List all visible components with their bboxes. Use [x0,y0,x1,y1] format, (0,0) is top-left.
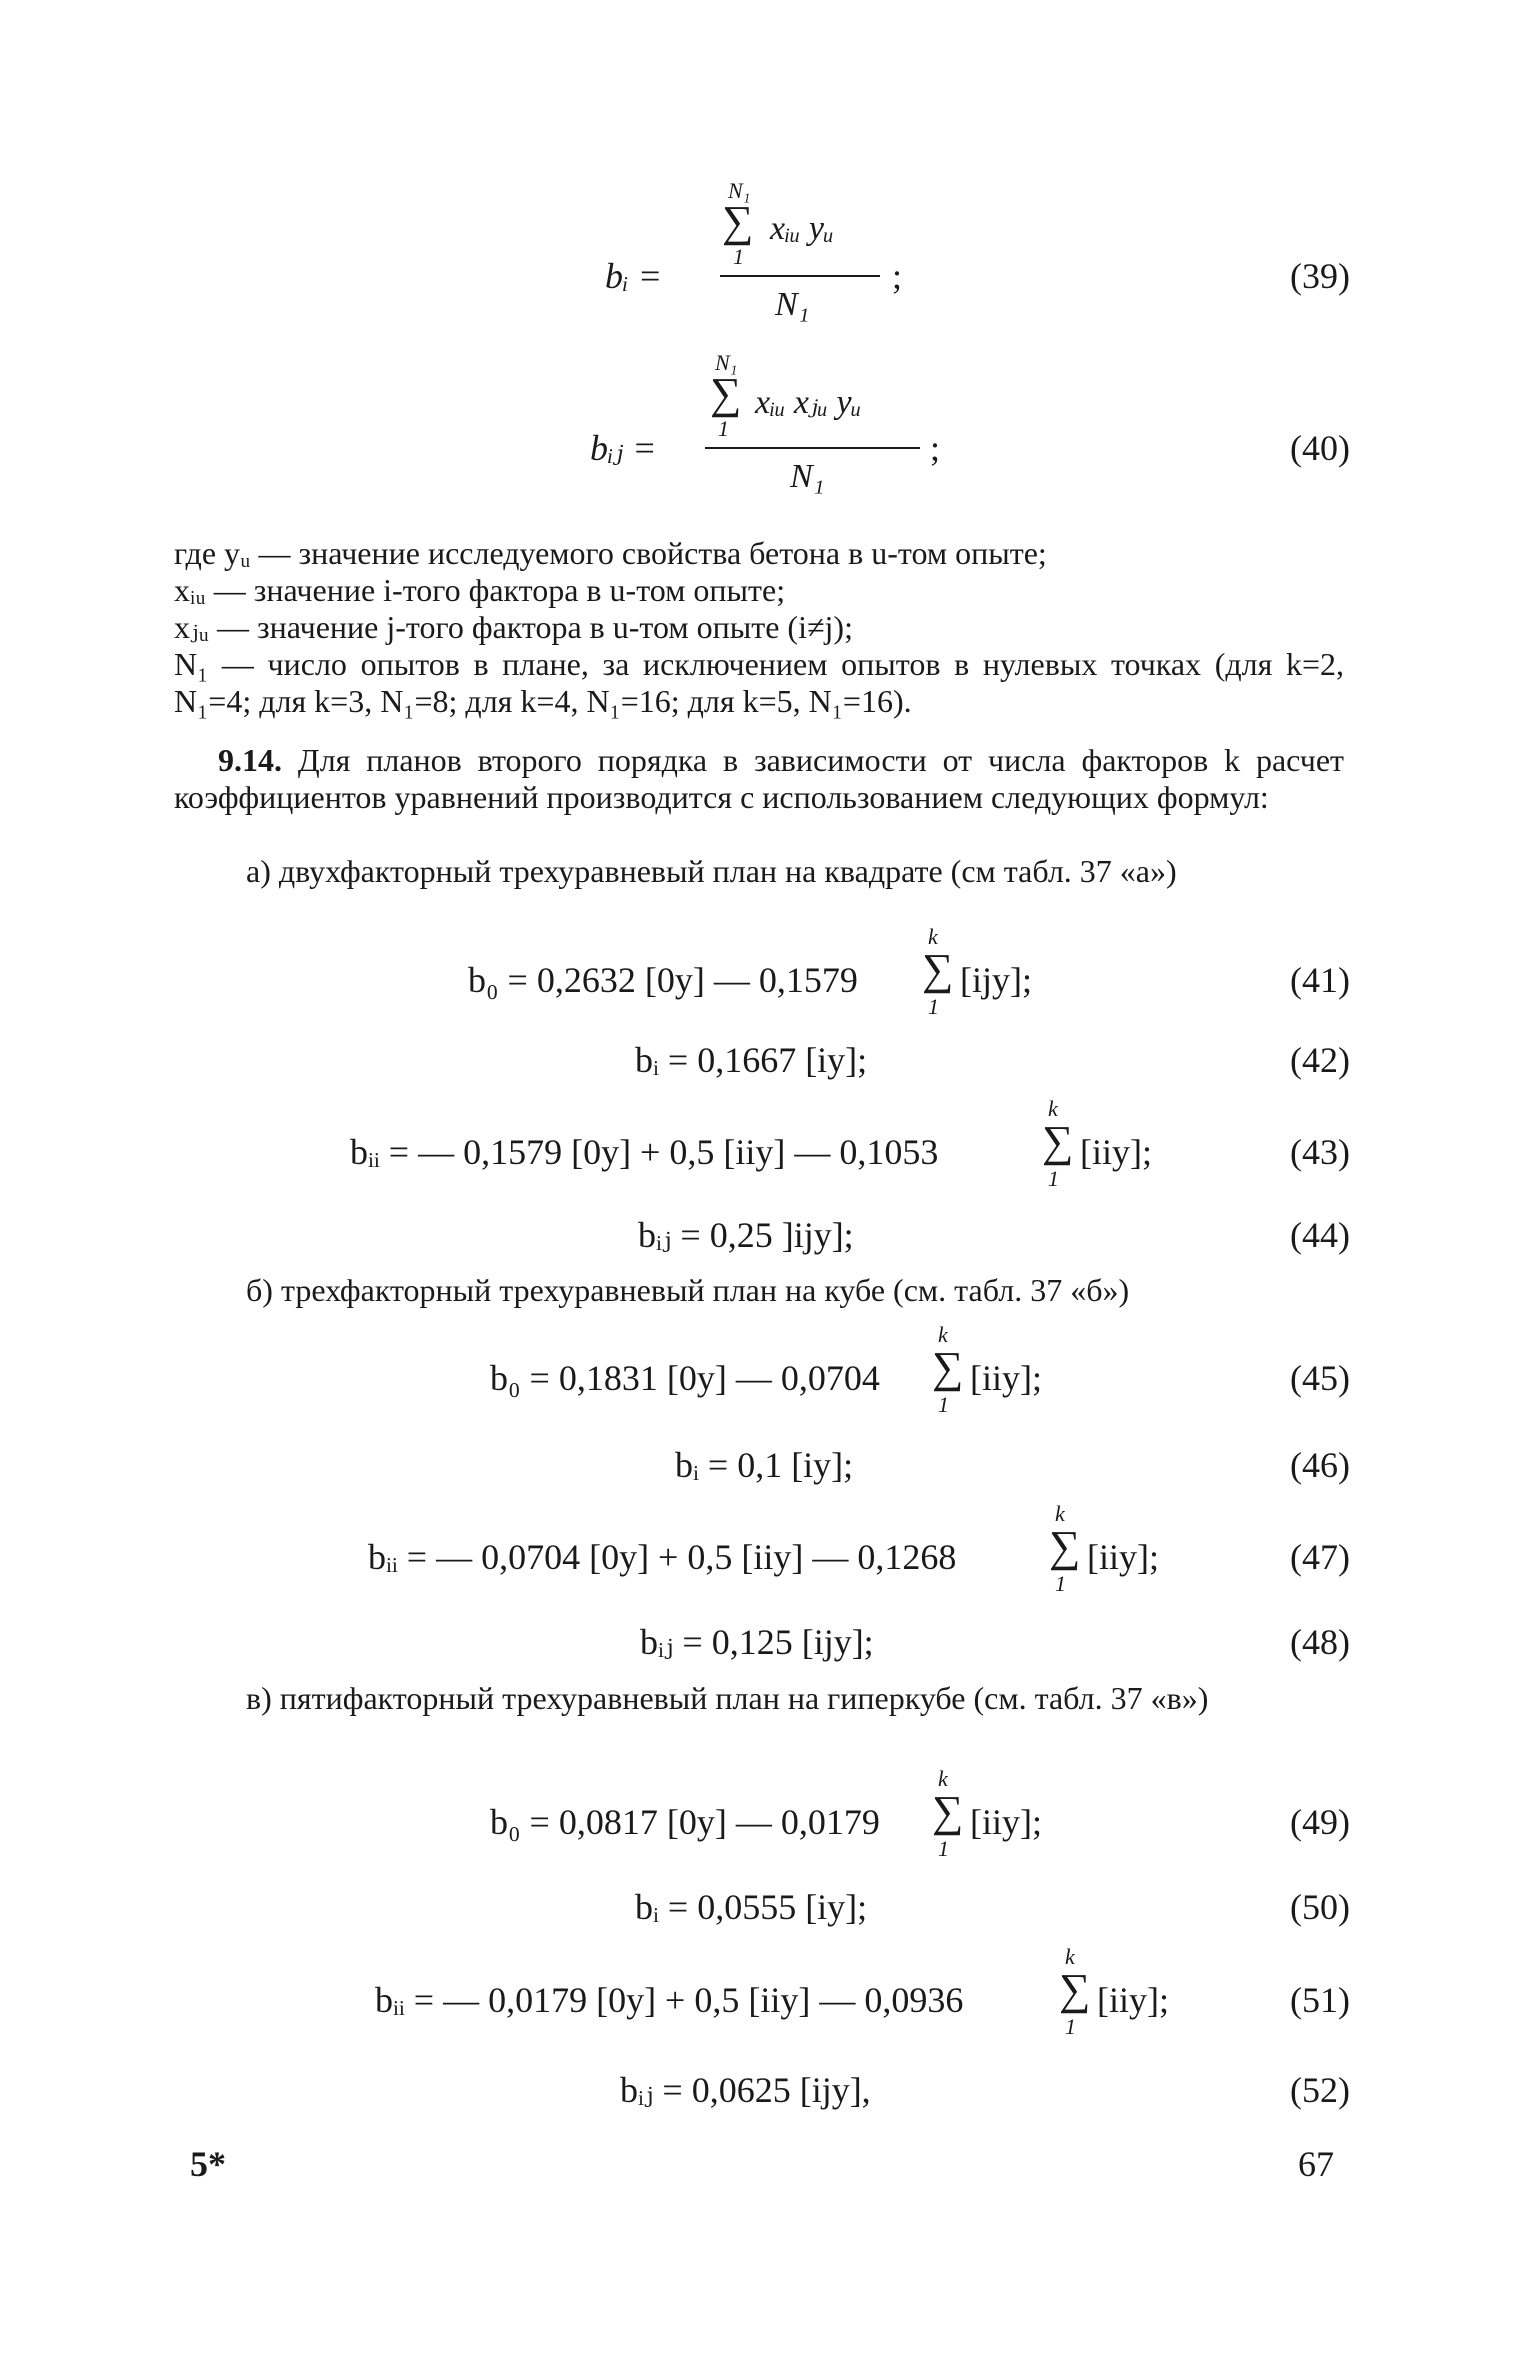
sum-upper-limit: N₁ [728,178,751,203]
equation-52 [150,2070,1350,2110]
sum-symbol: ∑ [932,1787,964,1836]
sum-upper-limit: k [938,1766,948,1791]
equation-body: b₀ = 0,1831 [0y] — 0,0704 [490,1358,880,1398]
sum-lower-limit: 1 [718,416,729,441]
equation-number: (48) [1290,1622,1350,1662]
equation-lhs: bᵢⱼ = [590,428,657,468]
equation-46 [150,1445,1350,1485]
equation-number: (43) [1290,1132,1350,1172]
sum-upper-limit: k [1055,1501,1065,1526]
section-number: 9.14. [218,742,282,778]
sum-lower-limit: 1 [938,1392,949,1417]
sum-upper-limit: k [1048,1096,1058,1121]
equation-tail: ; [892,256,903,296]
item-b: б) трехфакторный трехуравневый план на кубе (см. табл. 37 «б») [246,1272,1130,1308]
equation-40 [150,352,1350,522]
fraction-bar [720,275,880,277]
equation-number: (50) [1290,1887,1350,1927]
sum-symbol: ∑ [922,945,954,994]
fraction-bar [705,447,920,449]
equation-lhs: bᵢ = [605,256,662,296]
definition-n1: N₁ — число опытов в плане, за исключением опытов в нулевых точках (для k=2, N₁=4; для k=3, N₁=8; для k=4, N₁=16; для k=5, N₁=16). [174,646,1344,719]
equation-51 [150,1940,1350,2050]
equation-body: bᵢᵢ = — 0,0704 [0y] + 0,5 [iiy] — 0,1268 [368,1537,957,1577]
sum-upper-limit: k [1065,1944,1075,1969]
fraction-numerator: xᵢᵤ xⱼᵤ yᵤ [755,384,862,421]
section-9-14 [174,742,1344,816]
equation-sum-tail: [iiy]; [1097,1980,1169,2020]
equation-number: (51) [1290,1980,1350,2020]
sum-symbol: ∑ [932,1343,964,1392]
sum-lower-limit: 1 [1055,1571,1066,1596]
equation-sum-tail: [iiy]; [1080,1132,1152,1172]
fraction-denominator: N₁ [775,286,810,323]
equation-number: (39) [1290,256,1350,296]
equation-sum-tail: [ijy]; [960,960,1032,1000]
equation-49 [150,1762,1350,1872]
sum-upper-limit: N₁ [715,350,738,375]
equation-number: (42) [1290,1040,1350,1080]
equation-body: bᵢⱼ = 0,0625 [ijy], [620,2070,871,2110]
equation-42 [150,1040,1350,1080]
sum-lower-limit: 1 [938,1836,949,1861]
signature-mark: 5* [190,2144,226,2184]
equation-sum-tail: [iiy]; [1087,1537,1159,1577]
equation-number: (45) [1290,1358,1350,1398]
equation-body: bᵢⱼ = 0,125 [ijy]; [640,1622,874,1662]
sum-lower-limit: 1 [733,244,744,269]
equation-39 [150,180,1350,350]
equation-body: bᵢᵢ = — 0,1579 [0y] + 0,5 [iiy] — 0,1053 [350,1132,939,1172]
equation-number: (47) [1290,1537,1350,1577]
equation-body: b₀ = 0,2632 [0y] — 0,1579 [468,960,858,1000]
sum-lower-limit: 1 [1065,2014,1076,2039]
equation-48 [150,1622,1350,1662]
page-number: 67 [1298,2144,1334,2184]
equation-tail: ; [930,428,941,468]
equation-body: bᵢ = 0,0555 [iy]; [635,1887,868,1927]
equation-44 [150,1215,1350,1255]
sum-symbol: ∑ [1059,1965,1091,2014]
equation-body: bᵢⱼ = 0,25 ]ijy]; [638,1215,854,1255]
section-text: Для планов второго порядка в зависимости от числа факторов k расчет коэффициентов уравнений производится с использованием следующих формул: [174,742,1344,815]
fraction-numerator: xᵢᵤ yᵤ [770,210,834,247]
equation-number: (40) [1290,428,1350,468]
equation-body: bᵢ = 0,1 [iy]; [675,1445,854,1485]
equation-number: (44) [1290,1215,1350,1255]
equation-body: bᵢ = 0,1667 [iy]; [635,1040,868,1080]
sum-symbol: ∑ [722,197,754,246]
item-a: а) двухфакторный трехуравневый план на квадрате (см табл. 37 «а») [246,853,1177,889]
item-c: в) пятифакторный трехуравневый план на гиперкубе (см. табл. 37 «в») [246,1680,1209,1716]
sum-symbol: ∑ [1042,1117,1074,1166]
equation-number: (46) [1290,1445,1350,1485]
fraction-denominator: N₁ [790,458,825,495]
definition-xiu: xᵢᵤ — значение i-того фактора в u-том опыте; [174,572,786,608]
sum-upper-limit: k [928,924,938,949]
sum-symbol: ∑ [1049,1522,1081,1571]
sum-symbol: ∑ [710,369,742,418]
definition-xju: xⱼᵤ — значение j-того фактора в u-том опыте (i≠j); [174,609,853,645]
equation-41 [150,920,1350,1030]
equation-body: b₀ = 0,0817 [0y] — 0,0179 [490,1802,880,1842]
equation-50 [150,1887,1350,1927]
equation-sum-tail: [iiy]; [970,1358,1042,1398]
equation-sum-tail: [iiy]; [970,1802,1042,1842]
sum-upper-limit: k [938,1322,948,1347]
equation-number: (49) [1290,1802,1350,1842]
equation-body: bᵢᵢ = — 0,0179 [0y] + 0,5 [iiy] — 0,0936 [375,1980,964,2020]
definition-yu: где yᵤ — значение исследуемого свойства бетона в u-том опыте; [174,535,1047,571]
equation-number: (52) [1290,2070,1350,2110]
sum-lower-limit: 1 [1048,1166,1059,1191]
sum-lower-limit: 1 [928,994,939,1019]
equation-45 [150,1318,1350,1428]
equation-47 [150,1497,1350,1607]
equation-number: (41) [1290,960,1350,1000]
equation-43 [150,1092,1350,1202]
